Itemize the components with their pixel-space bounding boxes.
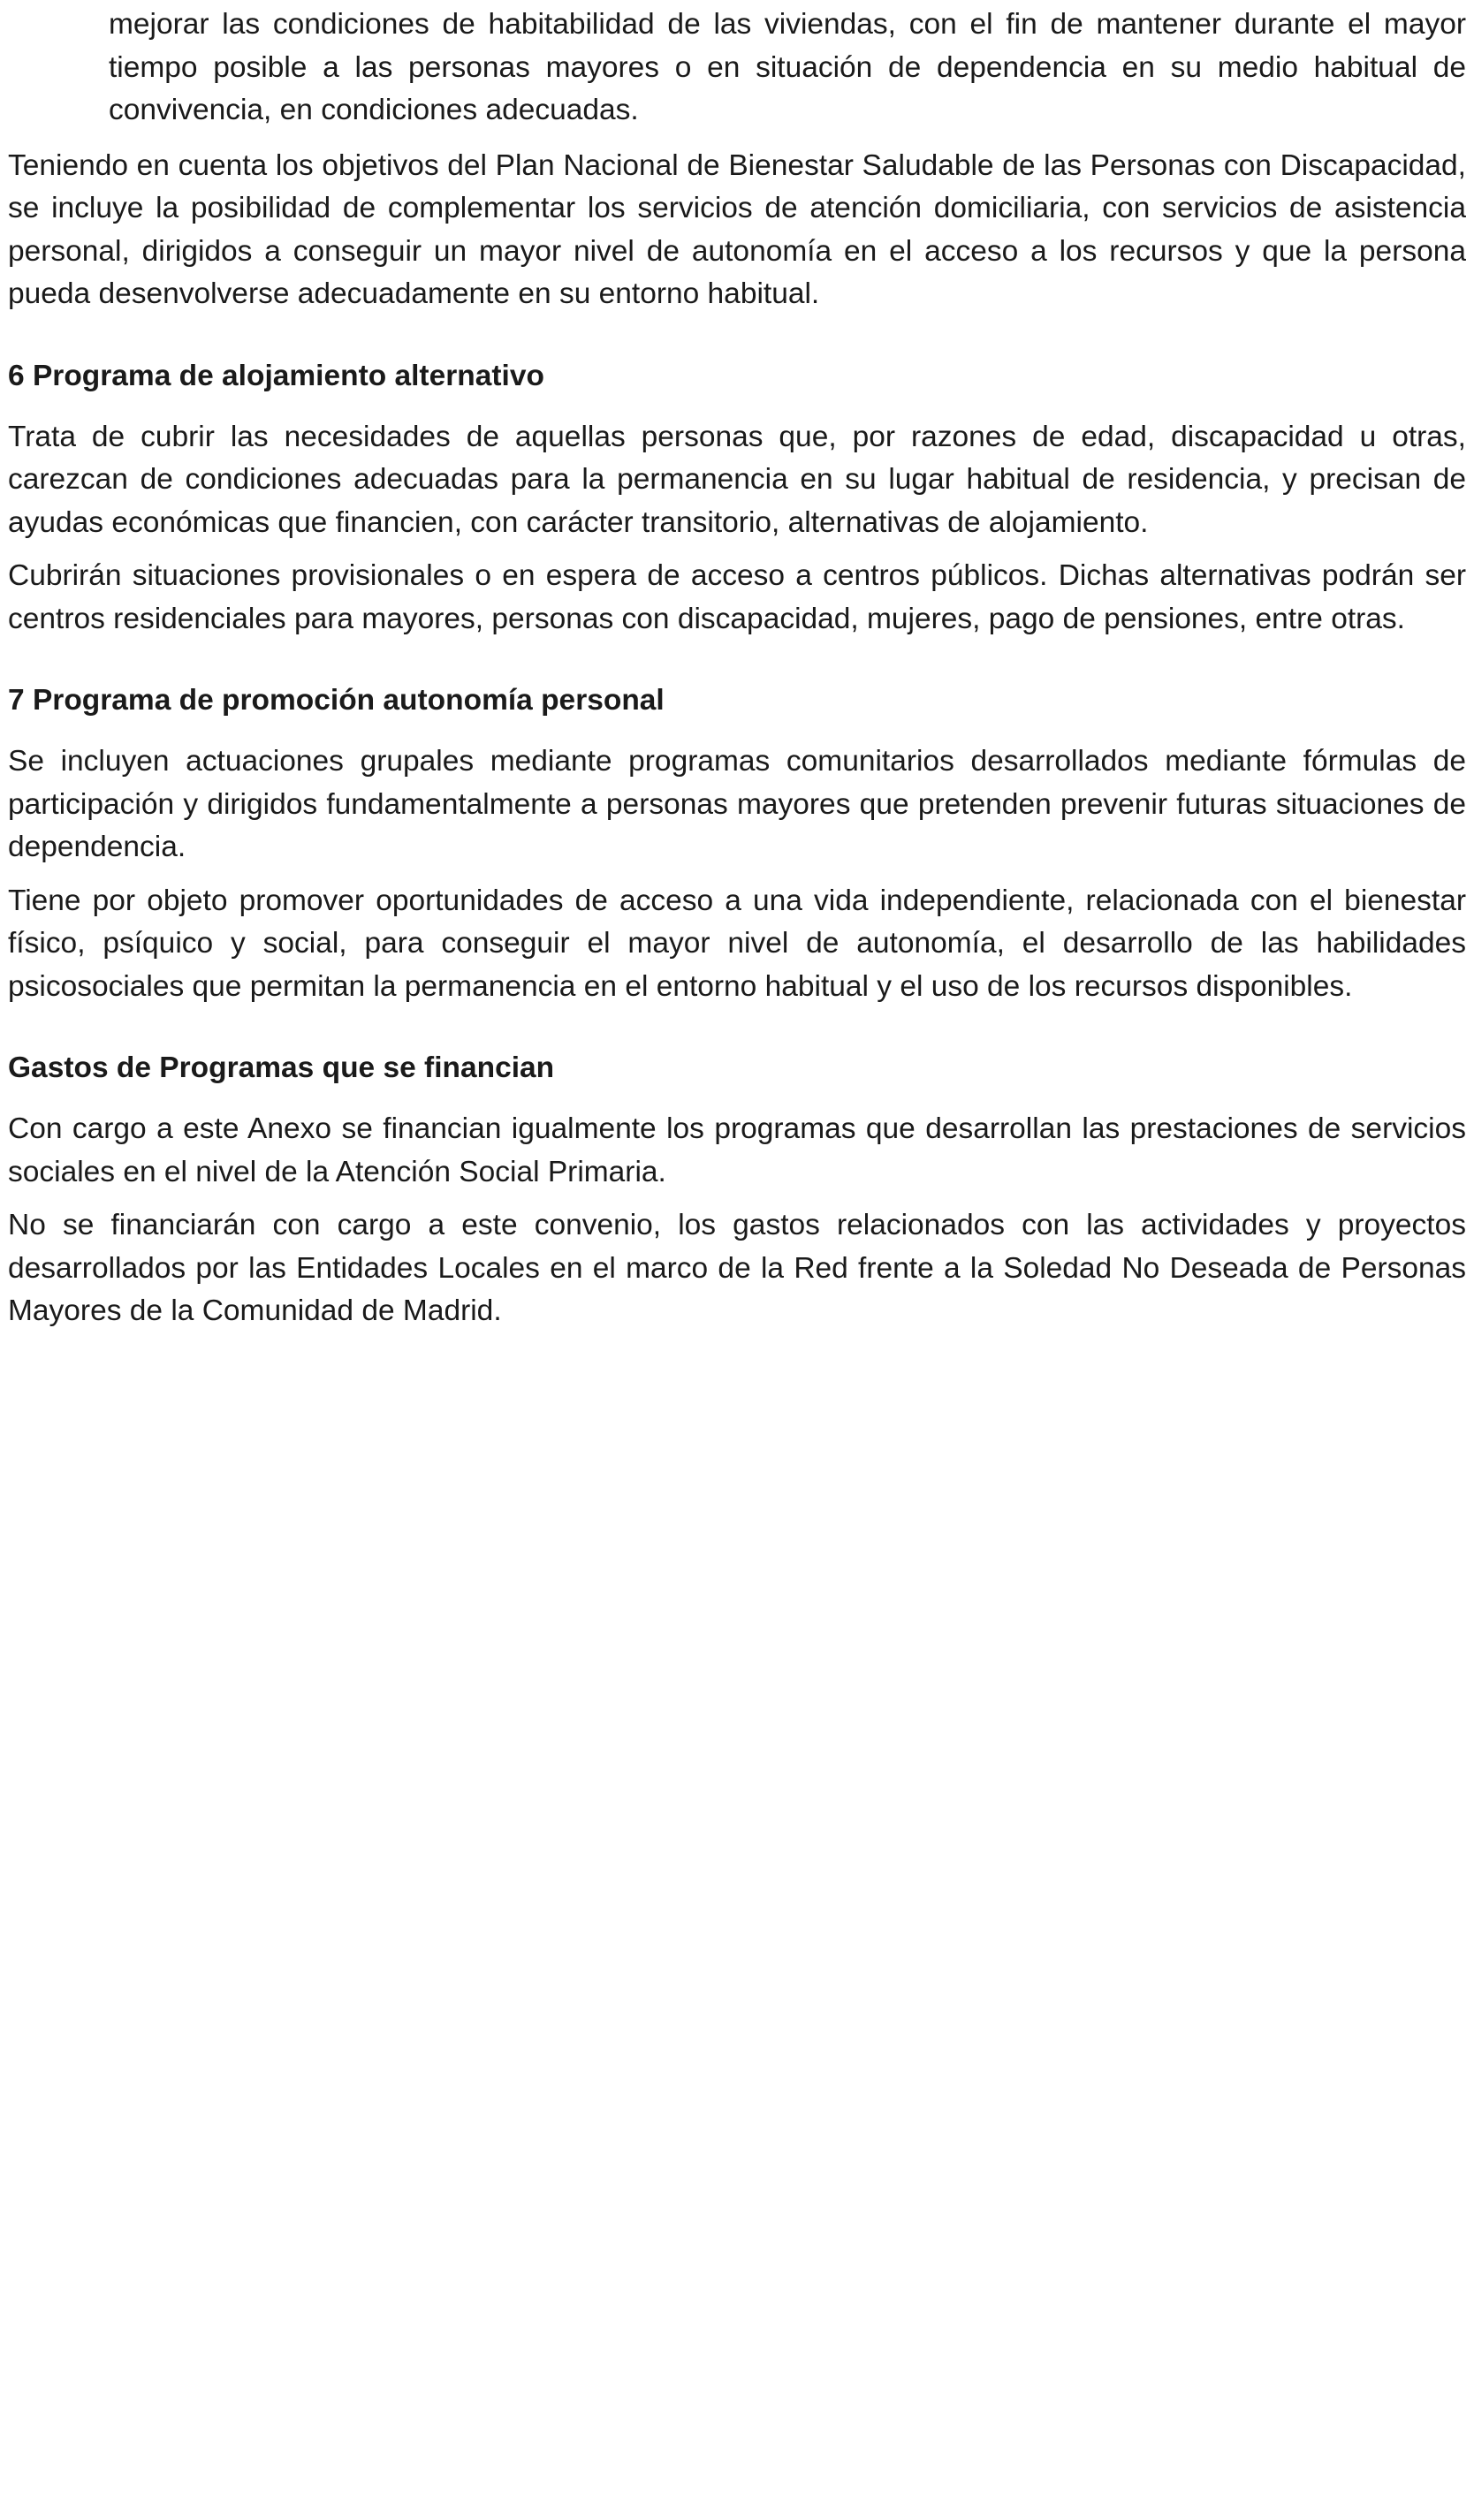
section-heading: Gastos de Programas que se financian — [8, 1051, 555, 1084]
section-gastos-programas — [8, 1047, 1466, 1333]
section-paragraph: Con cargo a este Anexo se financian igualmente los programas que desarrollan las prestaciones de servicios sociales en el nivel de la Atención Social Primaria. — [8, 1112, 1466, 1188]
section-alojamiento-alternativo — [8, 355, 1466, 641]
document-body — [8, 4, 1466, 1333]
section-heading: 6 Programa de alojamiento alternativo — [8, 359, 544, 392]
section-promocion-autonomia — [8, 679, 1466, 1008]
intro-paragraph: Teniendo en cuenta los objetivos del Plan Nacional de Bienestar Saludable de las Personas con Discapacidad, se incluye la posibilidad de complementar los servicios de atención domiciliaria, con servicios de asistencia personal, dirigidos a conseguir un mayor nivel de autonomía en el acceso a los recursos y que la persona pueda desenvolverse adecuadamente en su entorno habitual. — [8, 148, 1466, 310]
section-paragraph: Trata de cubrir las necesidades de aquellas personas que, por razones de edad, discapacidad u otras, carezcan de condiciones adecuadas para la permanencia en su lugar habitual de residencia, y precisan de ayudas económicas que financien, con carácter transitorio, alternativas de alojamiento. — [8, 420, 1466, 539]
section-paragraph: No se financiarán con cargo a este convenio, los gastos relacionados con las actividades y proyectos desarrollados por las Entidades Locales en el marco de la Red frente a la Soledad No Deseada de Personas Mayores de la Comunidad de Madrid. — [8, 1209, 1466, 1327]
section-heading: 7 Programa de promoción autonomía personal — [8, 684, 665, 717]
intro-continuation-paragraph: mejorar las condiciones de habitabilidad de las viviendas, con el fin de mantener durante el mayor tiempo posible a las personas mayores o en situación de dependencia en su medio habitual de convivencia, en condiciones adecuadas. — [109, 8, 1466, 126]
section-paragraph: Cubrirán situaciones provisionales o en espera de acceso a centros públicos. Dichas alternativas podrán ser centros residenciales para mayores, personas con discapacidad, mujeres, pago de pensiones, entre otras. — [8, 559, 1466, 635]
section-paragraph: Se incluyen actuaciones grupales mediante programas comunitarios desarrollados mediante fórmulas de participación y dirigidos fundamentalmente a personas mayores que pretenden prevenir futuras situaciones de dependencia. — [8, 745, 1466, 863]
section-paragraph: Tiene por objeto promover oportunidades de acceso a una vida independiente, relacionada con el bienestar físico, psíquico y social, para conseguir el mayor nivel de autonomía, el desarrollo de las habilidades psicosociales que permitan la permanencia en el entorno habitual y el uso de los recursos disponibles. — [8, 884, 1466, 1003]
